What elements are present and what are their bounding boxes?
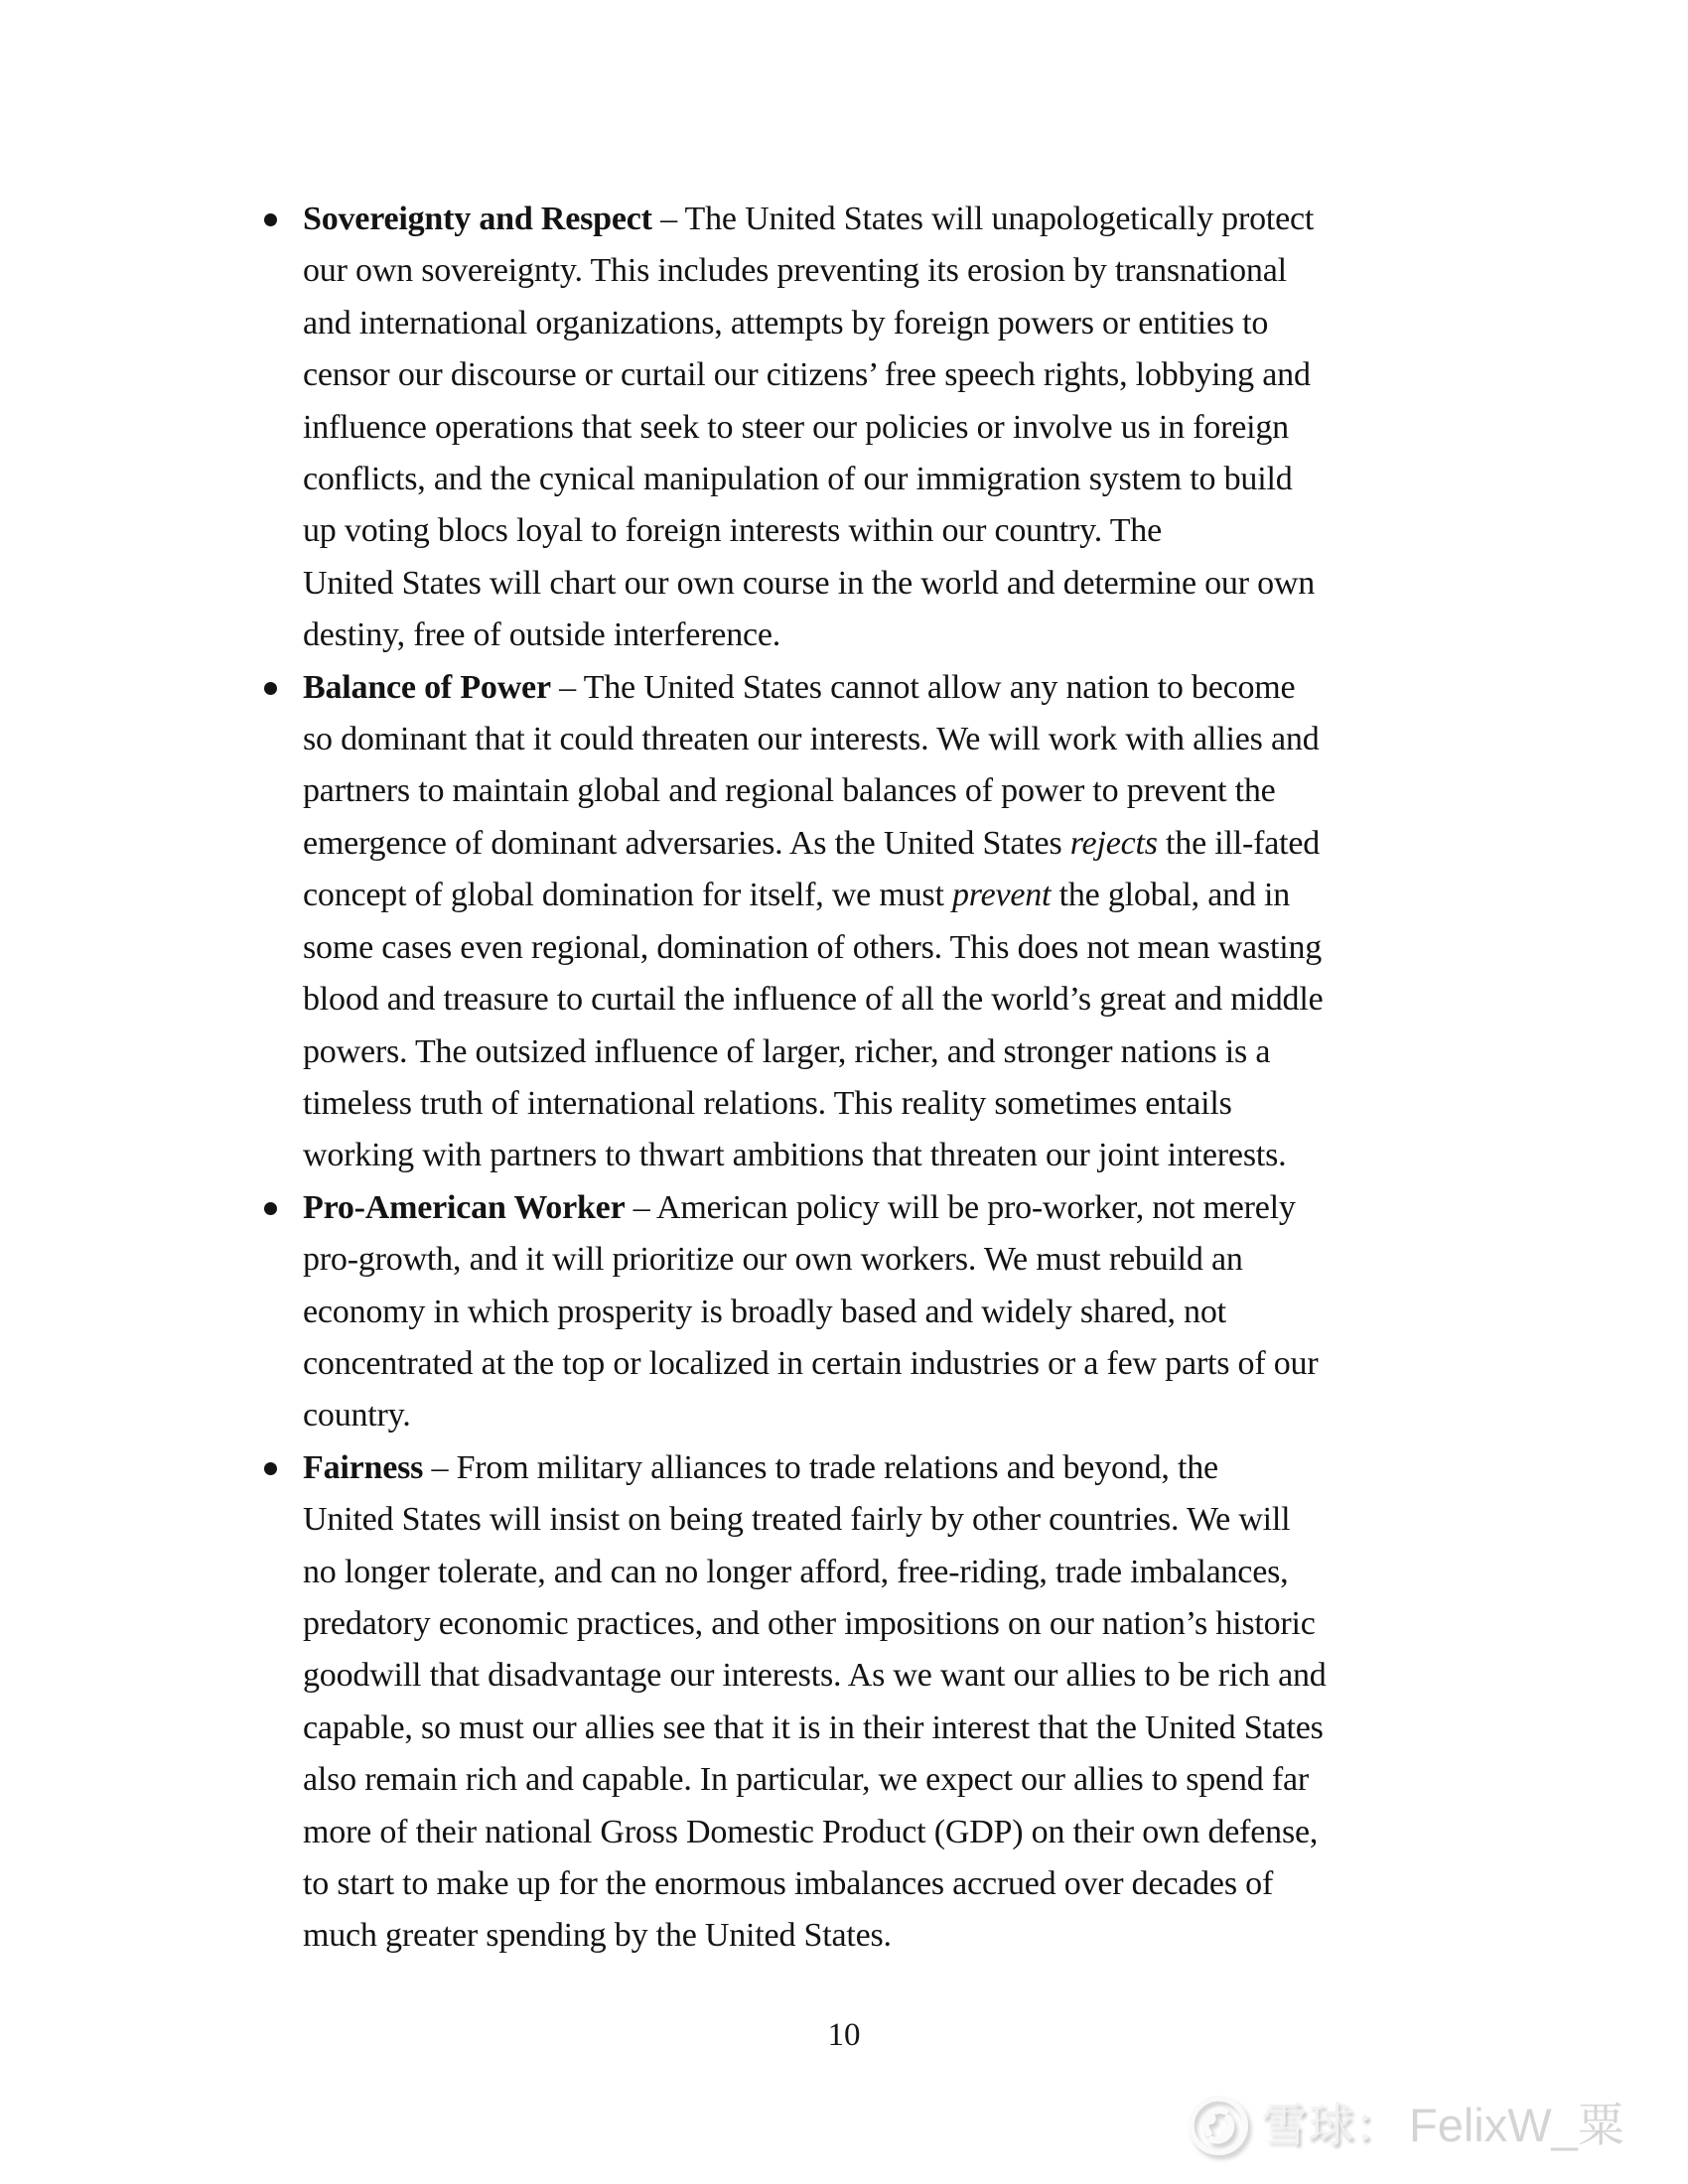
bullet-marker: [250, 662, 303, 1182]
text-line: censor our discourse or curtail our citizens’ free speech rights, lobbying and: [303, 356, 1311, 394]
bullet-item-pro-american-worker: [250, 1182, 1571, 1442]
text-line: country.: [303, 1397, 411, 1434]
text-line: also remain rich and capable. In particular, we expect our allies to spend far: [303, 1761, 1309, 1799]
bullet-item-fairness: [250, 1442, 1571, 1963]
text-line: no longer tolerate, and can no longer afford, free-riding, trade imbalances,: [303, 1553, 1289, 1590]
text-line: and international organizations, attempts by foreign powers or entities to: [303, 304, 1269, 341]
bullet-text: [303, 1182, 1571, 1442]
text-line: pro-growth, and it will prioritize our own workers. We must rebuild an: [303, 1241, 1243, 1279]
bullet-marker: [250, 1442, 303, 1963]
text-line: destiny, free of outside interference.: [303, 616, 781, 654]
text-line: economy in which prosperity is broadly based and widely shared, not: [303, 1293, 1226, 1330]
text-line: more of their national Gross Domestic Product (GDP) on their own defense,: [303, 1813, 1319, 1850]
bullet-text: [303, 1442, 1571, 1963]
text-line: so dominant that it could threaten our interests. We will work with allies and: [303, 721, 1320, 758]
text-line: concept of global domination for itself, we must prevent the global, and in: [303, 877, 1291, 914]
bullet-list: [250, 194, 1571, 1963]
xueqiu-logo-icon: [1188, 2095, 1249, 2156]
text-line: timeless truth of international relations. This reality sometimes entails: [303, 1084, 1232, 1122]
watermark-username: FelixW_粟: [1409, 2099, 1624, 2151]
text-line: Balance of Power – The United States cannot allow any nation to become: [303, 668, 1296, 706]
bullet-item-sovereignty-and-respect: [250, 194, 1571, 662]
text-line: concentrated at the top or localized in certain industries or a few parts of our: [303, 1344, 1319, 1382]
text-line: Fairness – From military alliances to trade relations and beyond, the: [303, 1448, 1218, 1486]
text-line: conflicts, and the cynical manipulation of our immigration system to build: [303, 461, 1293, 498]
text-line: powers. The outsized influence of larger, richer, and stronger nations is a: [303, 1032, 1271, 1070]
bullet-marker: [250, 1182, 303, 1442]
text-line: Pro-American Worker – American policy will be pro-worker, not merely: [303, 1188, 1296, 1226]
text-line: goodwill that disadvantage our interests. As we want our allies to be rich and: [303, 1657, 1327, 1695]
bullet-marker: [250, 194, 303, 662]
text-line: United States will chart our own course in the world and determine our own: [303, 564, 1316, 602]
text-line: United States will insist on being treated fairly by other countries. We will: [303, 1501, 1291, 1539]
text-line: up voting blocs loyal to foreign interests within our country. The: [303, 512, 1162, 550]
text-line: influence operations that seek to steer our policies or involve us in foreign: [303, 408, 1289, 446]
text-line: to start to make up for the enormous imbalances accrued over decades of: [303, 1865, 1274, 1902]
text-line: partners to maintain global and regional balances of power to prevent the: [303, 772, 1276, 810]
bullet-text: [303, 194, 1571, 662]
text-line: much greater spending by the United States.: [303, 1917, 892, 1955]
text-line: our own sovereignty. This includes preventing its erosion by transnational: [303, 252, 1287, 290]
text-line: predatory economic practices, and other impositions on our nation’s historic: [303, 1604, 1316, 1642]
text-line: some cases even regional, domination of others. This does not mean wasting: [303, 928, 1323, 966]
text-line: working with partners to thwart ambitions that threaten our joint interests.: [303, 1137, 1287, 1174]
bullet-item-balance-of-power: [250, 662, 1571, 1182]
text-line: blood and treasure to curtail the influence of all the world’s great and middle: [303, 981, 1324, 1019]
page-number: 10: [827, 2017, 861, 2053]
watermark-site-label: 雪球：: [1261, 2099, 1401, 2151]
watermark: [1188, 2095, 1624, 2156]
bullet-text: [303, 662, 1571, 1182]
text-line: Sovereignty and Respect – The United States will unapologetically protect: [303, 201, 1315, 237]
text-line: emergence of dominant adversaries. As the United States rejects the ill-fated: [303, 824, 1321, 862]
text-line: capable, so must our allies see that it is in their interest that the United States: [303, 1708, 1324, 1746]
